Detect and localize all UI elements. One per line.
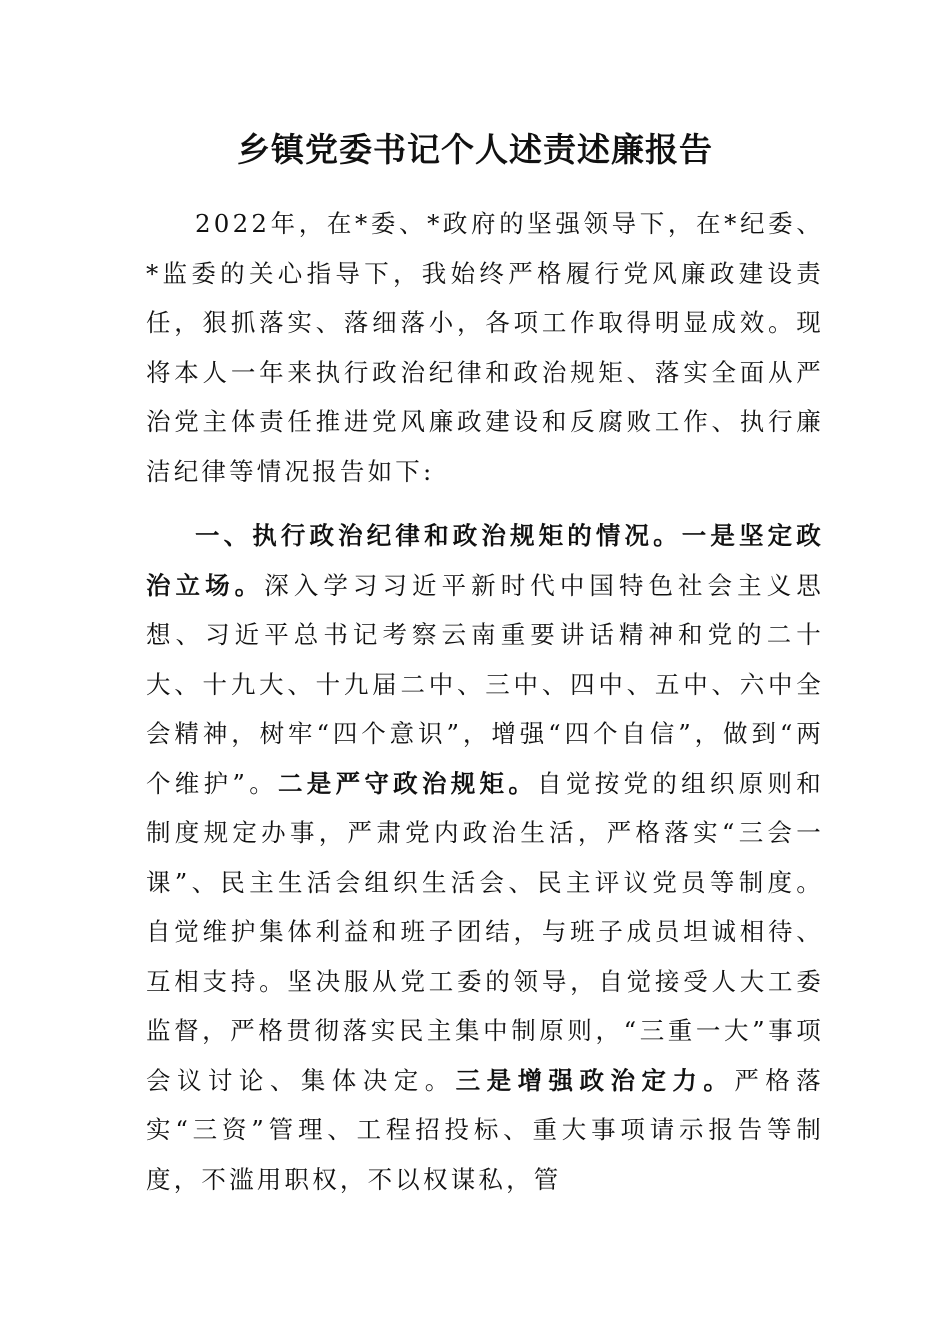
section-1-heading: 一、执行政治纪律和政治规矩的情况。 <box>195 521 682 550</box>
section-1-paragraph <box>146 511 824 1204</box>
intro-paragraph: 2022年，在*委、*政府的坚强领导下，在*纪委、*监委的关心指导下，我始终严格履行党风廉政建设责任，狠抓落实、落细落小，各项工作取得明显成效。现将本人一年来执行政治纪律和政治规矩、落实全面从严治党主体责任推进党风廉政建设和反腐败工作、执行廉洁纪律等情况报告如下: <box>146 209 824 486</box>
point-1-title: 一是坚定政治立场。 <box>146 521 824 600</box>
point-3-title: 三是增强政治定力。 <box>455 1065 735 1095</box>
document-title: 乡镇党委书记个人述责述廉报告 <box>237 130 713 169</box>
point-1-text: 深入学习习近平新时代中国特色社会主义思想、习近平总书记考察云南重要讲话精神和党的二十大、十九大、十九届二中、三中、四中、五中、六中全会精神，树牢“四个意识”，增强“四个自信”，做到“两个维护”。 <box>146 570 824 798</box>
point-3-text: 严格落实“三资”管理、工程招投标、重大事项请示报告等制度，不滥用职权，不以权谋私，管 <box>146 1065 824 1194</box>
point-2-text: 自觉按党的组织原则和制度规定办事，严肃党内政治生活，严格落实“三会一课”、民主生活会组织生活会、民主评议党员等制度。自觉维护集体利益和班子团结，与班子成员坦诚相待、互相支持。坚决服从党工委的领导，自觉接受人大工委监督，严格贯彻落实民主集中制原则，“三重一大”事项会议讨论、集体决定。 <box>146 768 824 1095</box>
point-2-title: 二是严守政治规矩。 <box>278 768 538 798</box>
